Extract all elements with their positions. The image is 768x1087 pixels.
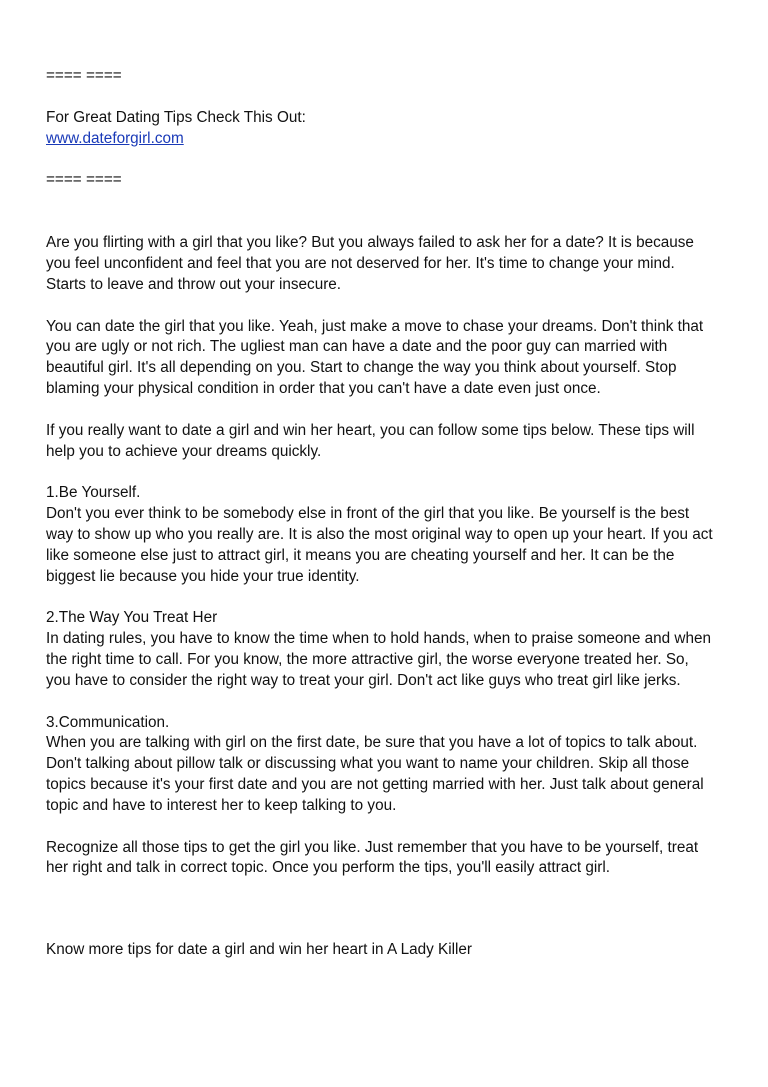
paragraph-3 — [46, 421, 728, 463]
text-line: you are ugly or not rich. The ugliest man can have a date and the poor guy can married with — [46, 338, 668, 356]
text-line: If you really want to date a girl and win her heart, you can follow some tips below. These tips will — [46, 421, 695, 439]
tip-title: 2.The Way You Treat Her — [46, 609, 218, 627]
promo-block — [46, 108, 728, 150]
text-line: Are you flirting with a girl that you like? But you always failed to ask her for a date? It is because — [46, 234, 694, 252]
summary-paragraph — [46, 838, 728, 880]
tip-title: 3.Communication. — [46, 713, 170, 731]
tip-communication — [46, 713, 728, 817]
text-line: way to show up who you really are. It is also the most original way to open up your heart. If you act — [46, 525, 713, 543]
promo-text: For Great Dating Tips Check This Out: — [46, 108, 306, 126]
spacer — [46, 900, 728, 940]
text-line: Recognize all those tips to get the girl you like. Just remember that you have to be yourself, treat — [46, 838, 699, 856]
text-line: the right time to call. For you know, the more attractive girl, the worse everyone treated her. So, — [46, 650, 689, 668]
text-line: Don't talking about pillow talk or discussing what you want to name your children. Skip all those — [46, 755, 690, 773]
text-line: her right and talk in correct topic. Once you perform the tips, you'll easily attract girl. — [46, 859, 611, 877]
separator-top — [46, 66, 728, 87]
closing-text: Know more tips for date a girl and win her heart in A Lady Killer — [46, 941, 472, 959]
paragraph-2 — [46, 317, 728, 400]
text-line: topics because it's your first date and you are not getting married with her. Just talk about general — [46, 775, 704, 793]
promo-link[interactable]: www.dateforgirl.com — [46, 129, 184, 147]
text-line: topic and have to interest her to keep talking to you. — [46, 796, 397, 814]
text-line: you feel unconfident and feel that you are not deserved for her. It's time to change your mind. — [46, 254, 675, 272]
text-line: Don't you ever think to be somebody else in front of the girl that you like. Be yourself is the best — [46, 505, 690, 523]
separator-bottom — [46, 170, 728, 191]
closing-paragraph — [46, 940, 728, 961]
text-line: You can date the girl that you like. Yeah, just make a move to chase your dreams. Don't think that — [46, 317, 704, 335]
text-line: beautiful girl. It's all depending on you. Start to change the way you think about yourself. Stop — [46, 359, 677, 377]
intro-paragraph — [46, 233, 728, 295]
text-line: When you are talking with girl on the first date, be sure that you have a lot of topics to talk about. — [46, 734, 698, 752]
tip-treat-her — [46, 608, 728, 691]
text-line: In dating rules, you have to know the time when to hold hands, when to praise someone and when — [46, 630, 711, 648]
text-line: like someone else just to attract girl, it means you are cheating yourself and her. It can be the — [46, 546, 675, 564]
text-line: you have to consider the right way to treat your girl. Don't act like guys who treat girl like jerks. — [46, 671, 681, 689]
text-line: blaming your physical condition in order that you can't have a date even just once. — [46, 379, 601, 397]
tip-be-yourself — [46, 483, 728, 587]
text-line: help you to achieve your dreams quickly. — [46, 442, 322, 460]
separator-text: ==== ==== — [46, 171, 122, 189]
tip-title: 1.Be Yourself. — [46, 484, 141, 502]
text-line: Starts to leave and throw out your insecure. — [46, 275, 342, 293]
separator-text: ==== ==== — [46, 67, 122, 84]
text-line: biggest lie because you hide your true identity. — [46, 567, 360, 585]
